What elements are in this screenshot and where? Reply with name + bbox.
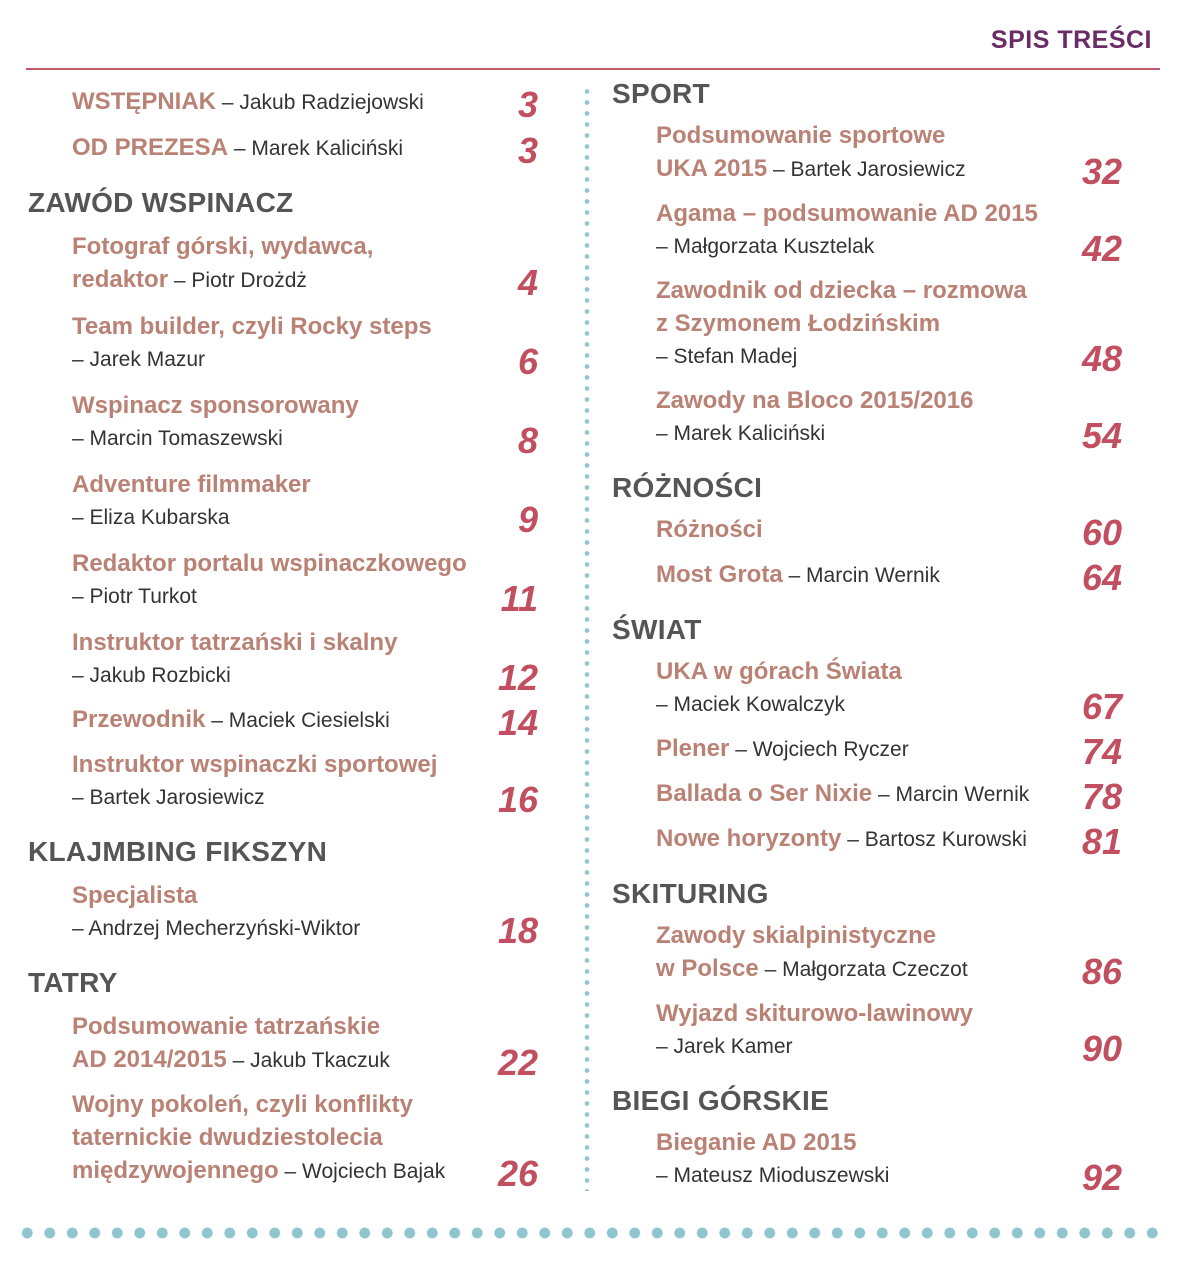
- entry-title: Specjalista: [72, 882, 198, 909]
- entry-author: – Maciek Kowalczyk: [656, 693, 846, 716]
- entry-page: 32: [1081, 151, 1122, 192]
- entry-page: 74: [1081, 731, 1122, 772]
- toc-entry[interactable]: [28, 311, 548, 382]
- toc-entry[interactable]: [28, 390, 548, 461]
- entry-title: Bieganie AD 2015: [656, 1129, 857, 1156]
- entry-page: 26: [497, 1153, 538, 1194]
- entry-author: – Małgorzata Czeczot: [764, 958, 968, 981]
- bottom-dotted-rule: [16, 1223, 1162, 1243]
- section-title: SPORT: [612, 78, 710, 109]
- entry-author: – Marcin Wernik: [788, 564, 940, 587]
- toc-entry[interactable]: [612, 998, 1132, 1069]
- toc-left-column: [28, 84, 548, 1194]
- section-title: TATRY: [28, 967, 118, 998]
- entry-author: – Małgorzata Kusztelak: [656, 235, 875, 258]
- entry-title: Ballada o Ser Nixie: [656, 780, 873, 807]
- entry-author: – Jarek Kamer: [656, 1035, 793, 1058]
- entry-page: 3: [517, 130, 538, 171]
- toc-entry[interactable]: [612, 557, 1132, 598]
- entry-author: – Jarek Mazur: [72, 348, 206, 371]
- entry-title: Fotograf górski, wydawca,: [72, 233, 374, 260]
- toc-entry[interactable]: [612, 385, 1132, 456]
- entry-author: – Bartosz Kurowski: [847, 828, 1027, 851]
- entry-page: 22: [497, 1042, 538, 1083]
- entry-author: – Bartek Jarosiewicz: [773, 158, 966, 181]
- entry-page: 90: [1081, 1028, 1122, 1069]
- entry-title: UKA w górach Świata: [656, 658, 902, 685]
- entry-title: Most Grota: [656, 561, 783, 588]
- entry-author: – Piotr Drożdż: [173, 269, 307, 292]
- toc-entry[interactable]: [28, 548, 548, 619]
- entry-author: – Marcin Wernik: [877, 783, 1030, 806]
- entry-title: Przewodnik: [72, 706, 206, 733]
- entry-title: Plener: [656, 735, 730, 762]
- entry-author: – Marek Kaliciński: [656, 422, 826, 445]
- entry-author: – Marcin Tomaszewski: [72, 427, 283, 450]
- entry-author: – Wojciech Bajak: [284, 1160, 446, 1183]
- section-title: ZAWÓD WSPINACZ: [28, 187, 294, 218]
- entry-title: Redaktor portalu wspinaczkowego: [72, 550, 467, 577]
- entry-title: Team builder, czyli Rocky steps: [72, 313, 432, 340]
- entry-title: Adventure filmmaker: [72, 471, 311, 498]
- toc-entry[interactable]: [28, 880, 548, 951]
- entry-author: – Jakub Rozbicki: [72, 664, 231, 687]
- entry-title: Podsumowanie sportowe: [656, 122, 946, 149]
- entry-page: 86: [1081, 951, 1122, 992]
- entry-title-line-2: z Szymonem Łodzińskim: [656, 310, 941, 337]
- entry-title-line-2: w Polsce: [656, 955, 759, 982]
- section-title: KLAJMBING FIKSZYN: [28, 836, 328, 867]
- entry-author: – Marek Kaliciński: [233, 137, 404, 160]
- entry-title: WSTĘPNIAK: [72, 88, 216, 115]
- entry-author: – Jakub Tkaczuk: [232, 1049, 390, 1072]
- entry-page: 9: [517, 499, 538, 540]
- entry-page: 48: [1081, 338, 1122, 379]
- entry-page: 64: [1081, 557, 1122, 598]
- toc-entry[interactable]: [612, 1127, 1132, 1198]
- toc-entry[interactable]: [612, 821, 1132, 862]
- toc-entry[interactable]: [612, 776, 1132, 817]
- entry-author: – Eliza Kubarska: [72, 506, 230, 529]
- entry-title: Instruktor tatrzański i skalny: [72, 629, 398, 656]
- entry-title: Wyjazd skiturowo-lawinowy: [656, 1000, 973, 1027]
- section-title: ŚWIAT: [612, 614, 702, 645]
- entry-page: 12: [497, 657, 538, 698]
- section-title: RÓŻNOŚCI: [612, 472, 763, 503]
- entry-title: Agama – podsumowanie AD 2015: [656, 200, 1038, 227]
- entry-page: 78: [1081, 776, 1122, 817]
- entry-title: Wojny pokoleń, czyli konflikty: [72, 1091, 413, 1118]
- entry-page: 60: [1081, 512, 1122, 553]
- entry-title: OD PREZESA: [72, 134, 229, 161]
- entry-page: 54: [1081, 415, 1122, 456]
- toc-entry[interactable]: [612, 198, 1132, 269]
- toc-entry[interactable]: [28, 84, 548, 125]
- entry-page: 8: [517, 420, 538, 461]
- entry-page: 11: [500, 578, 538, 619]
- header-rule: [26, 68, 1160, 70]
- toc-entry[interactable]: [612, 656, 1132, 727]
- toc-entry[interactable]: [612, 920, 1132, 992]
- toc-entry[interactable]: [28, 1089, 548, 1194]
- entry-title: Zawody skialpinistyczne: [656, 922, 937, 949]
- entry-title: Instruktor wspinaczki sportowej: [72, 751, 438, 778]
- entry-author: – Stefan Madej: [656, 345, 798, 368]
- entry-page: 81: [1081, 821, 1122, 862]
- entry-page: 18: [497, 910, 538, 951]
- entry-title: Zawody na Bloco 2015/2016: [656, 387, 974, 414]
- entry-page: 14: [497, 702, 538, 743]
- page-title: SPIS TREŚCI: [990, 26, 1152, 54]
- toc-entry[interactable]: [28, 469, 548, 540]
- entry-author: – Mateusz Mioduszewski: [656, 1164, 890, 1187]
- entry-author: – Maciek Ciesielski: [211, 709, 390, 732]
- entry-title-line-2: UKA 2015: [656, 155, 768, 182]
- entry-title-line-2: AD 2014/2015: [72, 1046, 227, 1073]
- entry-author: – Andrzej Mecherzyński-Wiktor: [72, 917, 361, 940]
- entry-title: Zawodnik od dziecka – rozmowa: [656, 277, 1027, 304]
- column-divider: [583, 86, 591, 1191]
- toc-entry[interactable]: [28, 1011, 548, 1083]
- toc-entry[interactable]: [28, 702, 548, 743]
- entry-title: Wspinacz sponsorowany: [72, 392, 359, 419]
- entry-title-line-3: międzywojennego: [72, 1157, 279, 1184]
- toc-entry[interactable]: [612, 512, 1132, 553]
- toc-entry[interactable]: [28, 749, 548, 820]
- entry-title: Różności: [656, 516, 763, 543]
- toc-entry[interactable]: [28, 231, 548, 303]
- toc-entry[interactable]: [28, 627, 548, 698]
- entry-author: – Wojciech Ryczer: [735, 738, 909, 761]
- entry-title: Nowe horyzonty: [656, 825, 842, 852]
- entry-page: 6: [517, 341, 538, 382]
- entry-page: 3: [517, 84, 538, 125]
- toc-entry[interactable]: [612, 275, 1132, 379]
- entry-title: Podsumowanie tatrzańskie: [72, 1013, 381, 1040]
- entry-author: – Piotr Turkot: [72, 585, 197, 608]
- entry-author: – Jakub Radziejowski: [221, 91, 424, 114]
- toc-right-column: [612, 78, 1132, 1198]
- entry-page: 4: [517, 262, 538, 303]
- entry-title-line-2: redaktor: [72, 266, 169, 293]
- entry-page: 92: [1081, 1157, 1122, 1198]
- entry-title-line-2: taternickie dwudziestolecia: [72, 1124, 383, 1151]
- entry-author: – Bartek Jarosiewicz: [72, 786, 265, 809]
- toc-entry[interactable]: [612, 120, 1132, 192]
- toc-entry[interactable]: [612, 731, 1132, 772]
- entry-page: 42: [1081, 228, 1122, 269]
- section-title: BIEGI GÓRSKIE: [612, 1085, 830, 1116]
- section-title: SKITURING: [612, 878, 769, 909]
- toc-entry[interactable]: [28, 130, 548, 171]
- entry-page: 67: [1081, 686, 1122, 727]
- entry-page: 16: [497, 779, 538, 820]
